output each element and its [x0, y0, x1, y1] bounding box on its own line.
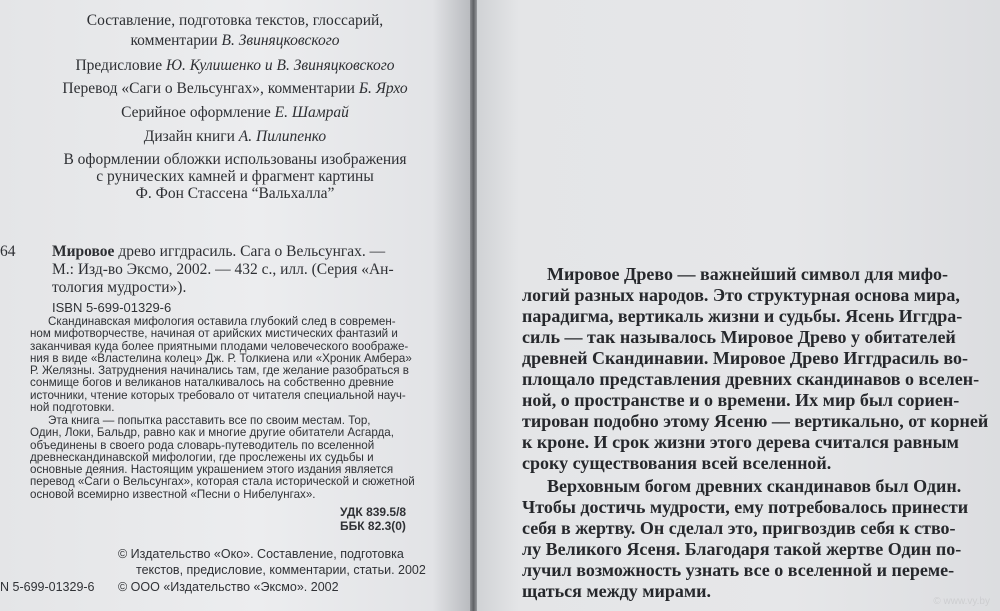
watermark: © www.vy.by	[933, 596, 990, 607]
footer-isbn: N 5-699-01329-6	[0, 580, 95, 594]
credit-commentary: комментарии В. Звиняцковского	[130, 32, 340, 49]
text-line-8: тирован подобно этому Ясеню — вертикально, от корней	[522, 411, 989, 431]
right-page	[477, 0, 1000, 611]
left-page	[0, 0, 470, 611]
annotation-paragraph-1: Скандинавская мифология оставила глубокий след в современ- ном мифотворчестве, начиная от арийских мистических фантазий и заканчивая куда более приятными плодами человеческого воображе- ния в виде «Властелина колец» Дж. Р. Толкиена или «Хроник Амбера» Р. Желязны. Затруднения начинались там, где желание разобраться в сонмище богов и великанов наталкивалось на собственно древние источники, чтение которых требовало от читателя специальной науч- ной подготовки.	[30, 315, 412, 415]
text-line-9: к кроне. И срок жизни этого дерева считался равным	[522, 432, 959, 452]
udk-code: УДК 839.5/8	[340, 505, 407, 519]
catalog-title: Мировое древо иггдрасиль. Сага о Вельсунгах. —	[52, 243, 386, 260]
bbk-code: ББК 82.3(0)	[340, 519, 406, 533]
copyright-oko-line-1: © Издательство «Око». Составление, подготовка	[118, 547, 404, 561]
catalog-imprint: М.: Изд-во Эксмо, 2002. — 432 с., илл. (Серия «Ан-	[52, 261, 394, 278]
catalog-code: 64	[0, 243, 16, 260]
credit-series-design: Серийное оформление Е. Шамрай	[121, 104, 349, 121]
text-line-5: древней Скандинавии. Мировое Древо Иггдрасиль во-	[522, 348, 968, 368]
cover-credit-line-2: с рунических камней и фрагмент картины	[96, 168, 374, 185]
cover-credit-line-3: Ф. Фон Стассена “Вальхалла”	[135, 185, 335, 202]
text-line-15: лучил возможность узнать все о вселенной и переме-	[522, 560, 955, 580]
copyright-oko-line-2: текстов, предисловие, комментарии, статьи. 2002	[136, 563, 426, 577]
credit-translation: Перевод «Саги о Вельсунгах», комментарии Б. Ярхо	[62, 80, 408, 97]
copyright-eksmo: © ООО «Издательство «Эксмо». 2002	[118, 580, 339, 594]
text-line-14: лу Великого Ясеня. Благодаря такой жертве Один по-	[522, 539, 962, 559]
text-line-2: логий разных народов. Это структурная основа мира,	[522, 285, 960, 305]
credit-preface: Предисловие Ю. Кулишенко и В. Звиняцковского	[75, 57, 395, 74]
text-line-6: площало представления древних скандинавов о вселен-	[522, 369, 980, 389]
credit-book-design: Дизайн книги А. Пилипенко	[143, 128, 327, 145]
text-line-10: сроку существования всей вселенной.	[522, 453, 832, 473]
text-line-13: себя в жертву. Он сделал это, пригвоздив себя к ство-	[522, 518, 956, 538]
catalog-series: тология мудрости»).	[52, 279, 187, 296]
text-line-7: ной, о пространстве и о времени. Их мир был сориен-	[522, 390, 960, 410]
text-line-3: парадигма, вертикаль жизни и судьбы. Ясень Иггдра-	[522, 306, 963, 326]
annotation-paragraph-2: Эта книга — попытка расставить все по своим местам. Тор, Один, Локи, Бальдр, равно как и многие другие обитатели Асгарда, объединены в своего рода словарь-путеводитель по вселенной древнескандинавской мифологии, где прослежены их судьбы и основные деяния. Настоящим украшением этого издания является перевод «Саги о Вельсунгах», которая стала исторической и сюжетной основой всемирно известной «Песни о Нибелунгах».	[30, 414, 415, 501]
book-gutter	[470, 0, 477, 611]
catalog-isbn: ISBN 5-699-01329-6	[52, 300, 172, 315]
text-line-4: силь — так называлось Мировое Древо у обитателей	[522, 327, 956, 347]
text-line-11: Верховным богом древних скандинавов был Один.	[547, 476, 962, 496]
text-line-16: щаться между мирами.	[522, 581, 711, 601]
text-line-1: Мировое Древо — важнейший символ для мифо-	[547, 264, 949, 284]
text-line-12: Чтобы достичь мудрости, ему потребовалось принести	[522, 497, 969, 517]
credit-compilation: Составление, подготовка текстов, глоссарий,	[86, 12, 384, 29]
cover-credit-line-1: В оформлении обложки использованы изображения	[63, 151, 407, 168]
